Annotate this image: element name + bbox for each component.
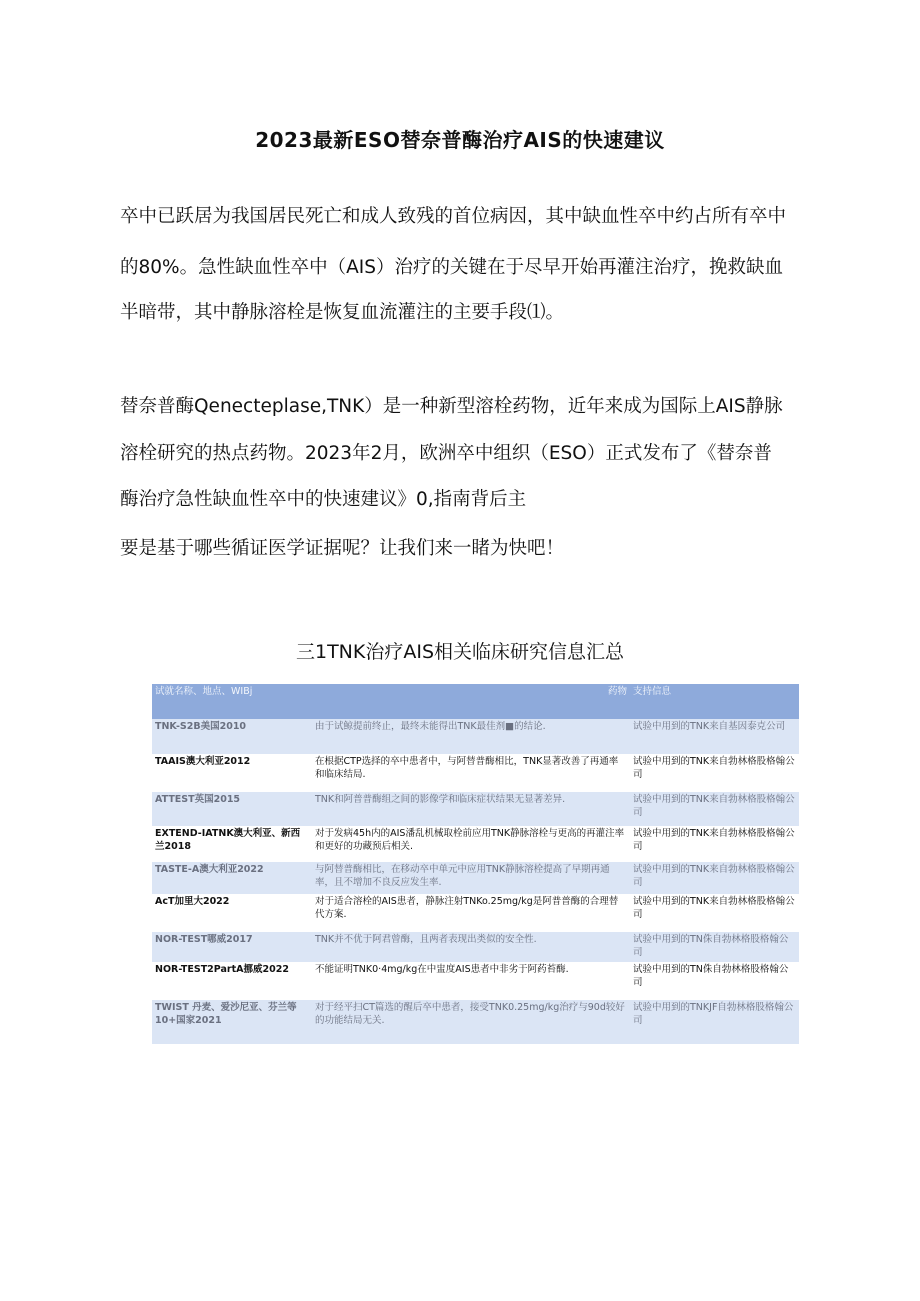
trial-result: 对于经平扫CT篇选的醒后卒中患者，接受TNK0.25mg/kg治疗与90d较好的功能结局无关. (312, 1000, 630, 1044)
trial-name: TAAIS澳大利亚2012 (152, 754, 312, 792)
table-header-row (152, 684, 799, 719)
table-row (152, 962, 799, 1000)
header-drug (480, 684, 630, 719)
trial-result: TNK和阿普普酶组之间的影像学和临床症状结果无显著差异. (312, 792, 630, 826)
table-row (152, 719, 799, 754)
trial-name: TASTE-A澳大利亚2022 (152, 862, 312, 894)
trial-name: TWIST 丹麦、爱沙尼亚、芬兰等10+国家2021 (152, 1000, 312, 1044)
trial-drug: 试验中用到的TNK来自勃林格股格翰公司 (630, 826, 799, 862)
clinical-trials-table (152, 684, 799, 1044)
paragraph-line: 的80%。急性缺血性卒中（AIS）治疗的关键在于尽早开始再灌注治疗，挽救缺血 (120, 257, 783, 278)
trial-name: ATTEST英国2015 (152, 792, 312, 826)
trial-result: 对于适合溶栓的AIS患者，静脉注射TNKo.25mg/kg是阿普普酶的合理替代方案. (312, 894, 630, 932)
header-result (312, 684, 480, 719)
paragraph-line: 酶治疗急性缺血性卒中的快速建议》0,指南背后主 (120, 489, 527, 510)
trial-drug: 试验中用到的TNKJF自勃林格股格翰公司 (630, 1000, 799, 1044)
trial-name: AcT加里大2022 (152, 894, 312, 932)
header-trial: 试就名称、地点、WIBj (152, 684, 312, 719)
trial-result: 由于试鲸提前终止，最终未能得出TNK最佳剂■的结论. (312, 719, 630, 754)
table-row (152, 894, 799, 932)
document-title: 2023最新ESO替奈普酶治疗AIS的快速建议 (255, 128, 665, 152)
trial-drug: 试验中用到的TNK来自勃林格股格翰公司 (630, 894, 799, 932)
paragraph-line: 半暗带，其中静脉溶栓是恢复血流灌注的主要手段⑴。 (120, 302, 565, 323)
trial-name: NOR-TEST哪威2017 (152, 932, 312, 962)
table-caption: 三1TNK治疗AIS相关临床研究信息汇总 (295, 641, 625, 663)
trial-drug: 试验中用到的TN侏自勃林格股格翰公司 (630, 962, 799, 1000)
trial-result: 不能证明TNK0·4mg/kg在中盅度AIS患者中非劣于阿药苔酶. (312, 962, 630, 1000)
table-row (152, 826, 799, 862)
trial-result: 在根据CTP选择的卒中患者中，与阿替普酶相比，TNK显著改善了再通率和临床结局. (312, 754, 630, 792)
trial-drug: 试验中用到的TNK来自勃林格股格翰公司 (630, 792, 799, 826)
header-support: 支持信息 (630, 684, 799, 719)
table-row (152, 754, 799, 792)
trial-result: 与阿替普酶相比，在移动卒中单元中应用TNK静脉溶栓提高了早期再通率，且不增加不良反应发生率. (312, 862, 630, 894)
table-row (152, 932, 799, 962)
trial-drug: 试验中用到的TNK来自勃林格股格翰公司 (630, 862, 799, 894)
trial-drug: 试验中用到的TNK来自基因泰克公司 (630, 719, 799, 754)
paragraph-line: 溶栓研究的热点药物。2023年2月，欧洲卒中组织（ESO）正式发布了《替奈普 (120, 443, 772, 464)
paragraph-line: 卒中已跃居为我国居民死亡和成人致残的首位病因，其中缺血性卒中约占所有卒中 (120, 206, 787, 227)
trial-name: TNK-S2B美国2010 (152, 719, 312, 754)
trial-drug: 试验中用到的TN侏自勃林格股格翰公司 (630, 932, 799, 962)
trial-result: TNK并不优于阿君曾酶，且两者表现出类似的安全性. (312, 932, 630, 962)
trial-name: EXTEND-IATNK澳大利亚、新西兰2018 (152, 826, 312, 862)
header-drug-label: 药物 (607, 686, 627, 697)
table-row (152, 1000, 799, 1044)
table-row (152, 862, 799, 894)
trial-name: NOR-TEST2PartA挪威2022 (152, 962, 312, 1000)
paragraph-line: 要是基于哪些循证医学证据呢？让我们来一睹为快吧！ (120, 538, 565, 559)
table-row (152, 792, 799, 826)
trial-drug: 试验中用到的TNK来自勃林格股格翰公司 (630, 754, 799, 792)
trial-result: 对于发病45h内的AIS潘乱机械取栓前应用TNK静脉溶栓与更高的再灌注率和更好的功藏预后相关. (312, 826, 630, 862)
paragraph-line: 替奈普酶Qenecteplase,TNK）是一种新型溶栓药物，近年来成为国际上AIS静脉 (120, 396, 783, 417)
